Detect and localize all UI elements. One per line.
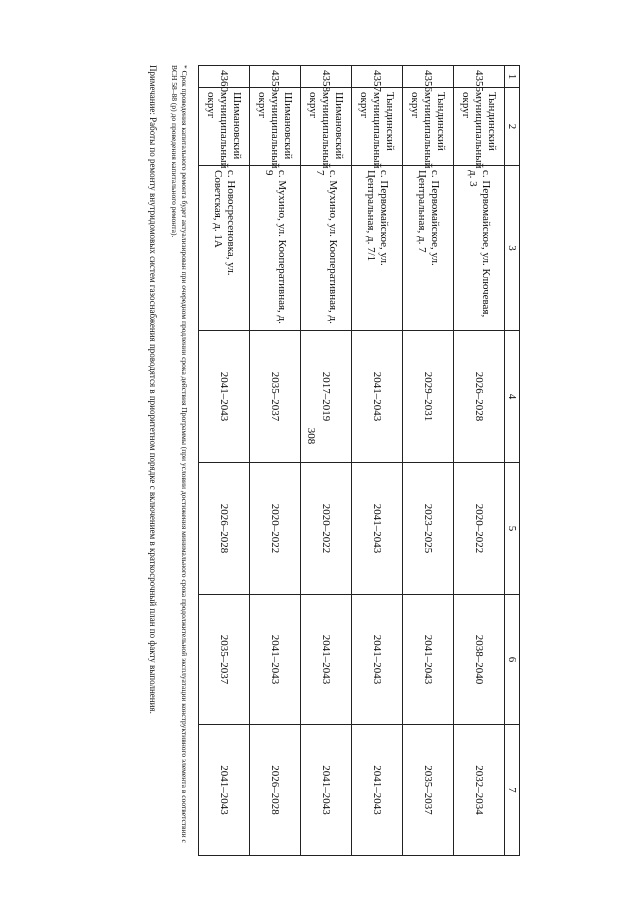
table-cell: 2020–2022 xyxy=(301,463,352,595)
header-cell: 1 xyxy=(505,66,520,88)
table-cell: Тындинский муниципальный округ xyxy=(403,88,454,166)
table-cell: 2020–2022 xyxy=(454,463,505,595)
header-cell: 6 xyxy=(505,595,520,725)
table-cell: 4357 xyxy=(352,66,403,88)
table-cell: 2017–2019 xyxy=(301,331,352,463)
table-cell: 4359 xyxy=(250,66,301,88)
table-cell: 2029–2031 xyxy=(403,331,454,463)
table-row xyxy=(352,66,403,856)
table-row xyxy=(199,66,250,856)
table-row xyxy=(454,66,505,856)
header-cell: 7 xyxy=(505,725,520,856)
table-cell: с. Мухино, ул. Кооперативная, д. 7 xyxy=(301,166,352,331)
table-cell: с. Новосресеновка, ул. Советская, д. 1А xyxy=(199,166,250,331)
table-cell: с. Первомайское, ул. Центральная, д. 7/1 xyxy=(352,166,403,331)
header-cell: 4 xyxy=(505,331,520,463)
table-cell: Шимановский муниципальный округ xyxy=(301,88,352,166)
table-body xyxy=(199,66,520,856)
table-cell: 4360 xyxy=(199,66,250,88)
table-cell: 4356 xyxy=(403,66,454,88)
table-cell: Тындинский муниципальный округ xyxy=(454,88,505,166)
table-cell: 2041–2043 xyxy=(352,595,403,725)
table-cell: Шимановский муниципальный округ xyxy=(250,88,301,166)
table-cell: 2026–2028 xyxy=(454,331,505,463)
table-cell: Тындинский муниципальный округ xyxy=(352,88,403,166)
table-cell: 2035–2037 xyxy=(403,725,454,856)
note: Примечание: Работы по ремонту внутридомовых систем газоснабжения проводятся в приоритетном порядке с включением в краткосрочный план по факту выполнения. xyxy=(148,65,158,714)
table-cell: 2026–2028 xyxy=(199,463,250,595)
table-cell: 2041–2043 xyxy=(250,595,301,725)
table-cell: Шимановский муниципальный округ xyxy=(199,88,250,166)
table-cell: 2035–2037 xyxy=(250,331,301,463)
table-row xyxy=(250,66,301,856)
table-row xyxy=(403,66,454,856)
table-row xyxy=(301,66,352,856)
table-cell: 2041–2043 xyxy=(352,331,403,463)
table-cell: 2020–2022 xyxy=(250,463,301,595)
table-cell: 2032–2034 xyxy=(454,725,505,856)
table-cell: 2038–2040 xyxy=(454,595,505,725)
header-cell: 3 xyxy=(505,166,520,331)
table-cell: 2023–2025 xyxy=(403,463,454,595)
table-cell: 2041–2043 xyxy=(199,725,250,856)
header-cell: 2 xyxy=(505,88,520,166)
table-cell: 2041–2043 xyxy=(352,463,403,595)
table-header-row xyxy=(505,66,520,856)
header-cell: 5 xyxy=(505,463,520,595)
table-cell: 2026–2028 xyxy=(250,725,301,856)
table-cell: 2041–2043 xyxy=(301,595,352,725)
table-cell: 4355 xyxy=(454,66,505,88)
table-cell: 2041–2043 xyxy=(403,595,454,725)
table-cell: 2041–2043 xyxy=(352,725,403,856)
page-number: 308 xyxy=(305,427,317,445)
table-cell: 2035–2037 xyxy=(199,595,250,725)
rotated-content xyxy=(100,65,520,855)
repair-schedule-table xyxy=(198,65,520,856)
table-cell: 2041–2043 xyxy=(199,331,250,463)
table-cell: 4358 xyxy=(301,66,352,88)
table-cell: с. Первомайское, ул. Центральная, д. 7 xyxy=(403,166,454,331)
table-cell: 2041–2043 xyxy=(301,725,352,856)
table-cell: с. Первомайское, ул. Ключевая, д. 3 xyxy=(454,166,505,331)
table-cell: с. Мухино, ул. Кооперативная, д. 9 xyxy=(250,166,301,331)
footnote: * Срок проведения капитального ремонта будет актуализирован при очередном продлении срока действия Программы (при условии достижения минимального срока продолжительной эксплуатации конструктивного элемента в соответствии с ВСН 58–88 (р) до проведения капитального ремонта). xyxy=(170,65,189,843)
